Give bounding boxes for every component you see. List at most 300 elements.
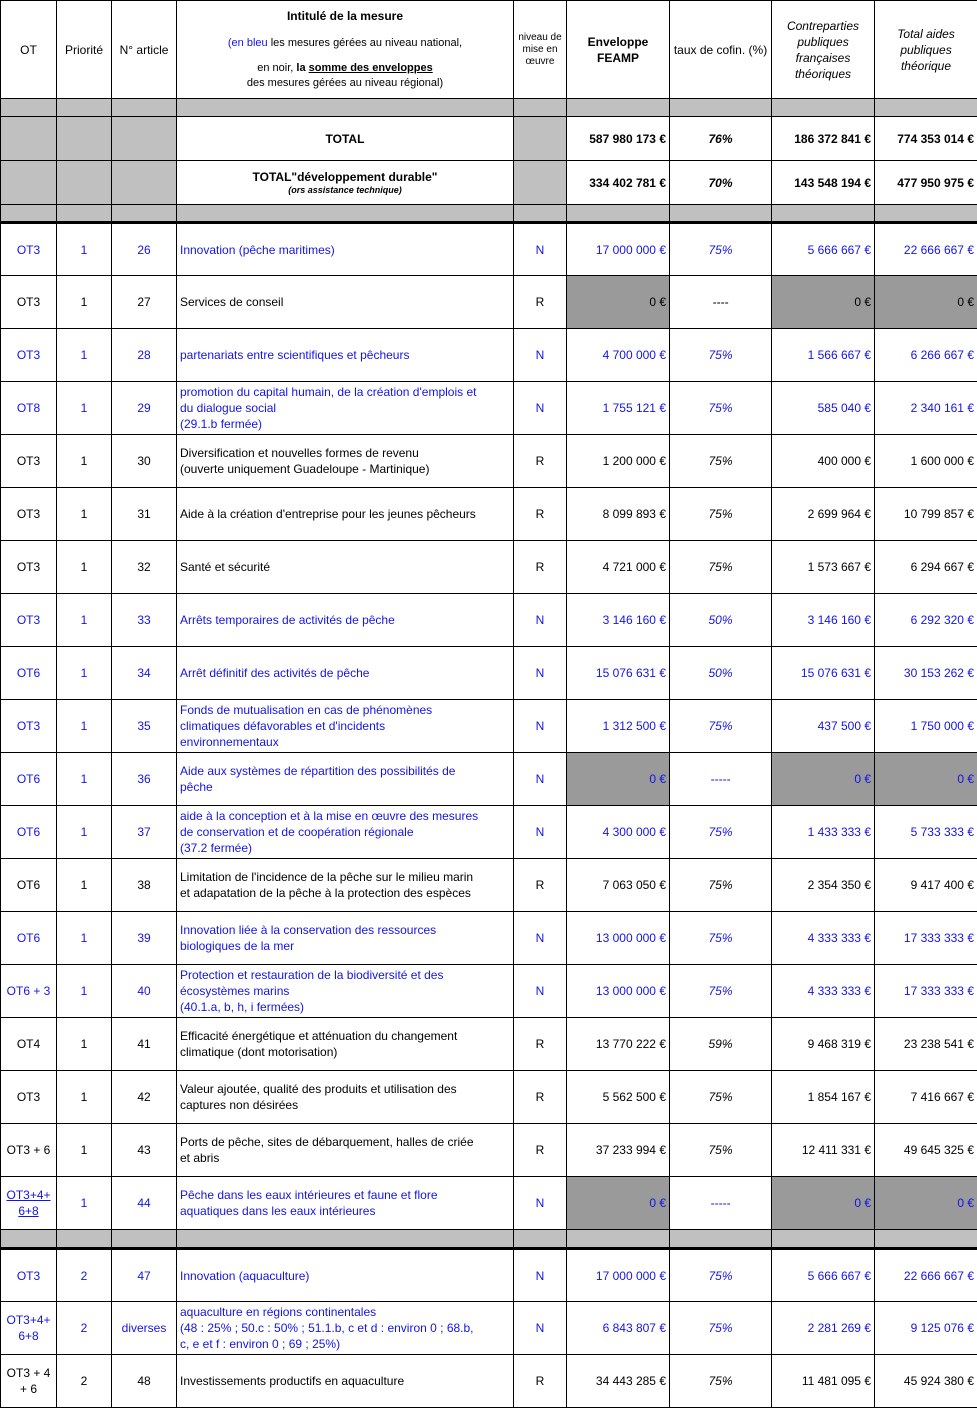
contreparties-cell: 5 666 667 € <box>772 223 875 276</box>
header-intitule <box>177 1 514 99</box>
taux-cell: 75% <box>670 329 772 382</box>
intitule-cell <box>177 912 514 965</box>
table-row <box>1 276 977 329</box>
intitule-cell <box>177 753 514 806</box>
total-empty-cell <box>514 117 567 161</box>
total-empty-cell <box>1 117 57 161</box>
article-cell: 27 <box>112 276 177 329</box>
contreparties-cell: 0 € <box>772 276 875 329</box>
separator-cell <box>177 205 514 223</box>
article-cell: 44 <box>112 1177 177 1230</box>
article-cell: 37 <box>112 806 177 859</box>
intitule-cell <box>177 700 514 753</box>
taux-cell: 75% <box>670 806 772 859</box>
taux-cell: 75% <box>670 1302 772 1355</box>
separator-cell <box>514 205 567 223</box>
separator-cell <box>1 1230 57 1249</box>
total-aides: 477 950 975 € <box>875 161 977 205</box>
taux-cell: 75% <box>670 965 772 1018</box>
taux-cell: 75% <box>670 1355 772 1408</box>
feamp-cell: 4 700 000 € <box>567 329 670 382</box>
feamp-cell: 0 € <box>567 1177 670 1230</box>
total-taux: 76% <box>670 117 772 161</box>
intitule-cell <box>177 1124 514 1177</box>
ot-cell: OT3 <box>1 488 57 541</box>
intitule-cell <box>177 541 514 594</box>
niveau-cell: N <box>514 753 567 806</box>
intitule-cell <box>177 1302 514 1355</box>
ot-cell: OT3 + 4 + 6 <box>1 1355 57 1408</box>
contreparties-cell: 2 699 964 € <box>772 488 875 541</box>
ot-cell: OT3 <box>1 541 57 594</box>
header-ot: OT <box>1 1 57 99</box>
total-cell: 5 733 333 € <box>875 806 977 859</box>
total-cell: 6 266 667 € <box>875 329 977 382</box>
total-empty-cell <box>112 161 177 205</box>
intitule-line: environnementaux <box>180 735 279 749</box>
article-cell: 34 <box>112 647 177 700</box>
intitule-cell <box>177 1071 514 1124</box>
taux-cell: 75% <box>670 1249 772 1302</box>
table-row <box>1 700 977 753</box>
intitule-cell <box>177 329 514 382</box>
niveau-cell: N <box>514 329 567 382</box>
intitule-line: Aide à la création d'entreprise pour les jeunes pêcheurs <box>180 507 476 521</box>
intitule-line: biologiques de la mer <box>180 939 295 953</box>
niveau-cell: N <box>514 806 567 859</box>
header-contreparties: Contreparties publiques françaises théoriques <box>772 1 875 99</box>
article-cell: 47 <box>112 1249 177 1302</box>
intitule-cell <box>177 1355 514 1408</box>
intitule-line: Valeur ajoutée, qualité des produits et utilisation des <box>180 1082 457 1096</box>
priorite-cell: 1 <box>57 276 112 329</box>
feamp-cell: 8 099 893 € <box>567 488 670 541</box>
priorite-cell: 1 <box>57 859 112 912</box>
intitule-line: Innovation (pêche maritimes) <box>180 242 335 257</box>
article-cell: diverses <box>112 1302 177 1355</box>
header-intitule-line2-start: en noir, <box>257 61 297 74</box>
header-intitule-line1 <box>180 36 510 51</box>
intitule-line: aide à la conception et à la mise en œuvre des mesures <box>180 809 479 823</box>
intitule-cell <box>177 1249 514 1302</box>
total-cell: 0 € <box>875 1177 977 1230</box>
total-cell: 6 292 320 € <box>875 594 977 647</box>
total-cell: 23 238 541 € <box>875 1018 977 1071</box>
intitule-line: climatiques défavorables et d'incidents <box>180 719 386 733</box>
article-cell: 28 <box>112 329 177 382</box>
total-taux: 70% <box>670 161 772 205</box>
total-cell: 10 799 857 € <box>875 488 977 541</box>
ot-cell: OT3+4+ 6+8 <box>1 1177 57 1230</box>
article-cell: 42 <box>112 1071 177 1124</box>
separator-cell <box>567 205 670 223</box>
table-row <box>1 1071 977 1124</box>
separator-cell <box>57 1230 112 1249</box>
taux-cell: ----- <box>670 1177 772 1230</box>
niveau-cell: R <box>514 859 567 912</box>
table-row <box>1 329 977 382</box>
article-cell: 30 <box>112 435 177 488</box>
article-cell: 26 <box>112 223 177 276</box>
contreparties-cell: 1 433 333 € <box>772 806 875 859</box>
header-enveloppe: Enveloppe FEAMP <box>567 1 670 99</box>
intitule-line: Efficacité énergétique et atténuation du changement <box>180 1029 458 1043</box>
contreparties-cell: 4 333 333 € <box>772 912 875 965</box>
separator-cell <box>514 1230 567 1249</box>
table-row <box>1 541 977 594</box>
ot-cell: OT6 <box>1 806 57 859</box>
total-cell: 0 € <box>875 753 977 806</box>
separator-cell <box>1 205 57 223</box>
total-empty-cell <box>112 117 177 161</box>
taux-cell: 50% <box>670 594 772 647</box>
priorite-cell: 2 <box>57 1355 112 1408</box>
intitule-line: c, e et f : environ 0 ; 69 ; 25%) <box>180 1337 341 1351</box>
separator-cell <box>875 205 977 223</box>
intitule-line: (29.1.b fermée) <box>180 417 263 431</box>
niveau-cell: R <box>514 541 567 594</box>
separator-row <box>1 99 977 117</box>
total-cell: 17 333 333 € <box>875 965 977 1018</box>
niveau-cell: N <box>514 382 567 435</box>
contreparties-cell: 437 500 € <box>772 700 875 753</box>
intitule-cell <box>177 647 514 700</box>
intitule-line: Innovation liée à la conservation des ressources <box>180 923 437 937</box>
intitule-line: Aide aux systèmes de répartition des possibilités de <box>180 764 456 778</box>
intitule-line: Limitation de l'incidence de la pêche sur le milieu marin <box>180 870 474 884</box>
feamp-cell: 3 146 160 € <box>567 594 670 647</box>
total-cell: 9 125 076 € <box>875 1302 977 1355</box>
total-label-text: TOTAL"développement durable" <box>252 170 438 184</box>
priorite-cell: 1 <box>57 965 112 1018</box>
separator-cell <box>112 99 177 117</box>
taux-cell: 59% <box>670 1018 772 1071</box>
niveau-cell: R <box>514 488 567 541</box>
intitule-line: (ouverte uniquement Guadeloupe - Martinique) <box>180 462 430 476</box>
ot-cell: OT6 <box>1 647 57 700</box>
taux-cell: 75% <box>670 912 772 965</box>
separator-cell <box>670 1230 772 1249</box>
table-row <box>1 753 977 806</box>
feamp-cell: 13 000 000 € <box>567 965 670 1018</box>
total-empty-cell <box>514 161 567 205</box>
intitule-line: et abris <box>180 1151 220 1165</box>
intitule-cell <box>177 488 514 541</box>
table-row <box>1 1018 977 1071</box>
total-label-text: TOTAL <box>325 131 365 146</box>
feamp-cell: 34 443 285 € <box>567 1355 670 1408</box>
header-intitule-line2-underline: somme des enveloppes <box>308 61 433 74</box>
priorite-cell: 1 <box>57 753 112 806</box>
article-cell: 35 <box>112 700 177 753</box>
total-label <box>177 117 514 161</box>
contreparties-cell: 3 146 160 € <box>772 594 875 647</box>
feamp-cell: 13 000 000 € <box>567 912 670 965</box>
total-cell: 7 416 667 € <box>875 1071 977 1124</box>
priorite-cell: 1 <box>57 329 112 382</box>
priorite-cell: 1 <box>57 1177 112 1230</box>
intitule-line: pêche <box>180 780 213 794</box>
priorite-cell: 1 <box>57 1124 112 1177</box>
intitule-line: et adapatation de la pêche à la protection des espèces <box>180 886 471 900</box>
niveau-cell: R <box>514 1355 567 1408</box>
ot-cell: OT6 <box>1 912 57 965</box>
priorite-cell: 1 <box>57 223 112 276</box>
niveau-cell: N <box>514 1177 567 1230</box>
separator-cell <box>177 99 514 117</box>
contreparties-cell: 0 € <box>772 753 875 806</box>
contreparties-cell: 9 468 319 € <box>772 1018 875 1071</box>
table-row <box>1 965 977 1018</box>
total-cell: 0 € <box>875 276 977 329</box>
total-cell: 2 340 161 € <box>875 382 977 435</box>
contreparties-cell: 2 354 350 € <box>772 859 875 912</box>
ot-cell: OT3 <box>1 1249 57 1302</box>
feamp-cell: 6 843 807 € <box>567 1302 670 1355</box>
total-row <box>1 161 977 205</box>
table-row <box>1 223 977 276</box>
intitule-line: du dialogue social <box>180 401 277 415</box>
total-sublabel: (ors assistance technique) <box>288 185 402 195</box>
intitule-cell <box>177 276 514 329</box>
taux-cell: ----- <box>670 753 772 806</box>
niveau-cell: N <box>514 647 567 700</box>
intitule-line: Pêche dans les eaux intérieures et faune et flore <box>180 1188 438 1202</box>
article-cell: 48 <box>112 1355 177 1408</box>
intitule-cell <box>177 435 514 488</box>
intitule-line: Fonds de mutualisation en cas de phénomènes <box>180 703 433 717</box>
priorite-cell: 1 <box>57 382 112 435</box>
feamp-cell: 1 755 121 € <box>567 382 670 435</box>
ot-cell: OT3 <box>1 594 57 647</box>
feamp-cell: 17 000 000 € <box>567 223 670 276</box>
header-row <box>1 1 977 99</box>
feamp-cell: 1 312 500 € <box>567 700 670 753</box>
total-cell: 22 666 667 € <box>875 223 977 276</box>
intitule-line: de conservation et de coopération régionale <box>180 825 414 839</box>
feamp-cell: 0 € <box>567 276 670 329</box>
total-empty-cell <box>1 161 57 205</box>
total-empty-cell <box>57 117 112 161</box>
total-feamp: 587 980 173 € <box>567 117 670 161</box>
header-intitule-line1-rest: les mesures gérées au niveau national, <box>267 36 463 49</box>
taux-cell: 75% <box>670 541 772 594</box>
separator-cell <box>177 1230 514 1249</box>
contreparties-cell: 1 854 167 € <box>772 1071 875 1124</box>
article-cell: 39 <box>112 912 177 965</box>
total-cell: 6 294 667 € <box>875 541 977 594</box>
table-row <box>1 1249 977 1302</box>
total-feamp: 334 402 781 € <box>567 161 670 205</box>
total-empty-cell <box>57 161 112 205</box>
separator-cell <box>1 99 57 117</box>
separator-cell <box>772 99 875 117</box>
total-contreparties: 143 548 194 € <box>772 161 875 205</box>
intitule-line: Ports de pêche, sites de débarquement, halles de criée <box>180 1135 474 1149</box>
separator-cell <box>567 1230 670 1249</box>
total-cell: 1 600 000 € <box>875 435 977 488</box>
table-row <box>1 435 977 488</box>
separator-cell <box>875 99 977 117</box>
article-cell: 29 <box>112 382 177 435</box>
contreparties-cell: 12 411 331 € <box>772 1124 875 1177</box>
total-cell: 1 750 000 € <box>875 700 977 753</box>
intitule-line: Diversification et nouvelles formes de revenu <box>180 446 419 460</box>
niveau-cell: N <box>514 594 567 647</box>
intitule-line: Arrêts temporaires de activités de pêche <box>180 613 395 627</box>
intitule-cell <box>177 382 514 435</box>
priorite-cell: 1 <box>57 700 112 753</box>
article-cell: 32 <box>112 541 177 594</box>
feamp-cell: 37 233 994 € <box>567 1124 670 1177</box>
niveau-cell: R <box>514 1018 567 1071</box>
contreparties-cell: 4 333 333 € <box>772 965 875 1018</box>
intitule-line: (40.1.a, b, h, i fermées) <box>180 1000 305 1014</box>
separator-cell <box>57 205 112 223</box>
table-row <box>1 806 977 859</box>
feamp-cell: 0 € <box>567 753 670 806</box>
taux-cell: 75% <box>670 1071 772 1124</box>
header-intitule-line2-bold: la <box>296 61 309 74</box>
article-cell: 43 <box>112 1124 177 1177</box>
priorite-cell: 2 <box>57 1302 112 1355</box>
article-cell: 33 <box>112 594 177 647</box>
ot-cell: OT3 <box>1 276 57 329</box>
ot-cell: OT3 <box>1 1071 57 1124</box>
table-row <box>1 1124 977 1177</box>
separator-cell <box>772 1230 875 1249</box>
intitule-line: (37.2 fermée) <box>180 841 253 855</box>
intitule-cell <box>177 223 514 276</box>
taux-cell: 75% <box>670 488 772 541</box>
niveau-cell: R <box>514 1124 567 1177</box>
niveau-cell: R <box>514 1071 567 1124</box>
contreparties-cell: 400 000 € <box>772 435 875 488</box>
ot-cell: OT3 <box>1 435 57 488</box>
intitule-line: Services de conseil <box>180 295 284 309</box>
table-row <box>1 594 977 647</box>
ot-cell: OT6 + 3 <box>1 965 57 1018</box>
priorite-cell: 2 <box>57 1249 112 1302</box>
taux-cell: 75% <box>670 223 772 276</box>
total-cell: 22 666 667 € <box>875 1249 977 1302</box>
niveau-cell: N <box>514 223 567 276</box>
total-cell: 9 417 400 € <box>875 859 977 912</box>
total-aides: 774 353 014 € <box>875 117 977 161</box>
separator-cell <box>514 99 567 117</box>
separator-cell <box>567 99 670 117</box>
table-row <box>1 382 977 435</box>
intitule-line: captures non désirées <box>180 1098 299 1112</box>
ot-cell: OT3 <box>1 223 57 276</box>
intitule-line: climatique (dont motorisation) <box>180 1045 338 1059</box>
taux-cell: 75% <box>670 700 772 753</box>
article-cell: 40 <box>112 965 177 1018</box>
feamp-cell: 13 770 222 € <box>567 1018 670 1071</box>
niveau-cell: N <box>514 1302 567 1355</box>
intitule-cell <box>177 1177 514 1230</box>
ot-cell: OT3+4+ 6+8 <box>1 1302 57 1355</box>
contreparties-cell: 2 281 269 € <box>772 1302 875 1355</box>
separator-cell <box>112 205 177 223</box>
ot-cell: OT6 <box>1 859 57 912</box>
intitule-line: aquatiques dans les eaux intérieures <box>180 1204 376 1218</box>
header-niveau: niveau de mise en œuvre <box>514 1 567 99</box>
header-taux: taux de cofin. (%) <box>670 1 772 99</box>
total-cell: 45 924 380 € <box>875 1355 977 1408</box>
intitule-cell <box>177 1018 514 1071</box>
header-intitule-blue: (en bleu <box>227 36 268 49</box>
contreparties-cell: 1 566 667 € <box>772 329 875 382</box>
table-row <box>1 647 977 700</box>
total-cell: 17 333 333 € <box>875 912 977 965</box>
separator-cell <box>670 205 772 223</box>
intitule-line: partenariats entre scientifiques et pêcheurs <box>180 348 410 362</box>
feamp-cell: 15 076 631 € <box>567 647 670 700</box>
separator-row <box>1 1230 977 1249</box>
priorite-cell: 1 <box>57 806 112 859</box>
priorite-cell: 1 <box>57 488 112 541</box>
taux-cell: 75% <box>670 859 772 912</box>
separator-cell <box>772 205 875 223</box>
ot-cell: OT4 <box>1 1018 57 1071</box>
ot-cell: OT3 <box>1 700 57 753</box>
total-cell: 30 153 262 € <box>875 647 977 700</box>
priorite-cell: 1 <box>57 594 112 647</box>
header-total-aides: Total aides publiques théorique <box>875 1 977 99</box>
total-label <box>177 161 514 205</box>
intitule-line: Innovation (aquaculture) <box>180 1268 310 1283</box>
priorite-cell: 1 <box>57 1071 112 1124</box>
separator-cell <box>112 1230 177 1249</box>
niveau-cell: N <box>514 965 567 1018</box>
taux-cell: 75% <box>670 1124 772 1177</box>
intitule-line: Protection et restauration de la biodiversité et des <box>180 968 444 982</box>
taux-cell: 75% <box>670 435 772 488</box>
total-contreparties: 186 372 841 € <box>772 117 875 161</box>
ot-cell: OT8 <box>1 382 57 435</box>
separator-cell <box>670 99 772 117</box>
priorite-cell: 1 <box>57 435 112 488</box>
table-row <box>1 1177 977 1230</box>
ot-cell: OT3 + 6 <box>1 1124 57 1177</box>
ot-cell: OT6 <box>1 753 57 806</box>
contreparties-cell: 1 573 667 € <box>772 541 875 594</box>
feamp-cell: 4 300 000 € <box>567 806 670 859</box>
taux-cell: 50% <box>670 647 772 700</box>
article-cell: 31 <box>112 488 177 541</box>
intitule-line: (48 : 25% ; 50.c : 50% ; 51.1.b, c et d : environ 0 ; 68.b, <box>180 1321 474 1335</box>
header-intitule-title: Intitulé de la mesure <box>286 8 404 23</box>
total-row <box>1 117 977 161</box>
priorite-cell: 1 <box>57 647 112 700</box>
intitule-cell <box>177 859 514 912</box>
header-article: N° article <box>112 1 177 99</box>
intitule-line: écosystèmes marins <box>180 984 290 998</box>
article-cell: 41 <box>112 1018 177 1071</box>
table-row <box>1 488 977 541</box>
intitule-line: Santé et sécurité <box>180 560 271 574</box>
separator-cell <box>875 1230 977 1249</box>
header-priorite: Priorité <box>57 1 112 99</box>
ot-cell: OT3 <box>1 329 57 382</box>
niveau-cell: N <box>514 1249 567 1302</box>
intitule-line: aquaculture en régions continentales <box>180 1305 377 1319</box>
feamp-cell: 1 200 000 € <box>567 435 670 488</box>
separator-row <box>1 205 977 223</box>
contreparties-cell: 11 481 095 € <box>772 1355 875 1408</box>
niveau-cell: N <box>514 912 567 965</box>
